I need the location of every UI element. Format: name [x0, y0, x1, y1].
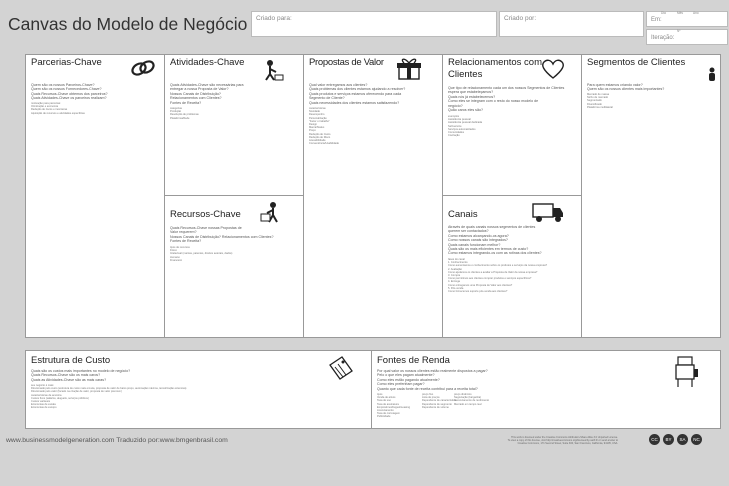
truck-icon — [531, 200, 565, 224]
channels-b3: Como aumentamos o conhecimento sobre os produtos e serviços da nossa empresa? — [448, 264, 548, 268]
worker-icon — [261, 58, 285, 82]
cc-icon[interactable]: CC — [649, 434, 660, 445]
activities-b4: Plataforma/Rede — [170, 116, 190, 120]
key-activities-block[interactable] — [164, 54, 304, 196]
activities-b1: categorias — [170, 107, 182, 110]
revenue-c3-2: Negociação (barganha) — [454, 396, 482, 400]
revenue-c2-3: Dependente de característica — [422, 399, 456, 403]
resources-b4: Humano — [170, 255, 180, 259]
cost-q3: Quais as Atividades-Chave são as mais caras? — [31, 377, 107, 382]
key-partners-block[interactable] — [25, 54, 165, 338]
relationships-b3: Assistência pessoal dedicada — [448, 121, 483, 125]
revenue-q4: Como eles prefeririam pagar? — [377, 382, 425, 387]
customer-relationships-title-line2: Clientes — [448, 69, 483, 80]
cost-structure-block[interactable] — [25, 350, 372, 429]
value-b10: Redução de Risco — [309, 135, 331, 139]
factory-worker-icon — [259, 200, 285, 224]
partners-q1: Quem são os nossos Parceiros-Chave? — [31, 83, 95, 87]
relationships-b4: Self-service — [448, 124, 462, 128]
value-b8: Preço — [309, 129, 316, 133]
created-by-label: Criado por: — [504, 15, 537, 22]
revenue-c1-2: Venda de ativos — [377, 396, 396, 400]
cost-b3: Direcionado pelo valor (focado na criação de valor, proposta de valor premium) — [31, 390, 122, 394]
value-q2: Quais problemas dos clientes estamos ajudando a resolver? — [309, 87, 406, 92]
resources-q2: Valor requerem? — [170, 230, 197, 235]
gift-icon — [396, 57, 422, 81]
money-bag-icon — [672, 355, 700, 389]
activities-b3: Resolução de problemas — [170, 113, 199, 117]
partners-q4: Quais Atividades-Chave os parceiros realizam? — [31, 96, 107, 101]
channels-b8: 4. Entrega — [448, 280, 460, 284]
channels-q4: Como nossos canais são integrados? — [448, 238, 508, 243]
channels-b2: 1. Conhecimento — [448, 261, 468, 265]
revenue-c3-4: Mercado em tempo real — [454, 402, 482, 406]
relationships-q1: Que tipo de relacionamento cada um dos nossos Segmentos de Clientes — [448, 86, 565, 90]
key-resources-block[interactable] — [164, 195, 304, 338]
channels-b4: 2. Avaliação — [448, 267, 462, 271]
date-field[interactable] — [646, 11, 728, 27]
activities-b2: Produção — [170, 110, 182, 114]
customer-segments-block[interactable] — [581, 54, 721, 338]
key-resources-title: Recursos-Chave — [170, 209, 241, 220]
channels-b10: 5. Pós-venda — [448, 286, 464, 290]
channels-q5: Quais canais funcionam melhor? — [448, 242, 501, 247]
channels-b5: Como ajudamos os clientes a avaliar a Proposta de Valor da nossa empresa? — [448, 270, 538, 274]
year-label: Ano — [693, 11, 699, 15]
noncommercial-icon[interactable]: NC — [691, 434, 702, 445]
revenue-streams-block[interactable] — [371, 350, 721, 429]
channels-q1: Através de quais canais nossos segmentos de clientes — [448, 225, 536, 229]
customer-relationships-title — [448, 57, 542, 81]
channels-b1: fases do canal — [448, 258, 465, 261]
partners-b2: Otimização e economia — [31, 105, 59, 109]
relationships-q3: Quais nós já estabelecemos? — [448, 94, 496, 99]
license-line2: To view a copy of this license, visit http://creativecommons.org/licenses/by-sa/3.0/ or send a letter to — [507, 439, 618, 443]
revenue-c1-6: Licenciamento — [377, 409, 394, 413]
link-icon — [130, 58, 156, 78]
revenue-c3-3: Gerenciamento de rendimento — [454, 399, 490, 403]
segments-b1: Mercado de massa — [587, 93, 610, 96]
segments-q2: Quem são os nossos clientes mais importantes? — [587, 87, 665, 92]
value-b4: Personalização — [309, 116, 327, 120]
channels-b11: Como fornecemos suporte pós-venda aos clientes? — [448, 290, 508, 294]
partners-q3: Quais Recursos-Chave obtemos dos parceiros? — [31, 91, 108, 96]
resources-b5: Financeiro — [170, 258, 183, 262]
value-b3: Desempenho — [309, 113, 325, 117]
customer-segments-title: Segmentos de Clientes — [587, 57, 686, 68]
channels-title: Canais — [448, 209, 478, 220]
relationships-q5: negócio? — [448, 103, 463, 108]
revenue-q2: Pelo o que eles pagam atualmente? — [377, 373, 435, 378]
key-activities-title: Atividades-Chave — [170, 57, 245, 68]
relationships-q6: Quão caros eles são? — [448, 108, 483, 113]
page-title: Canvas do Modelo de Negócio — [8, 14, 248, 34]
value-q4: Segmento de Cliente? — [309, 96, 345, 101]
channels-b9: Como entregamos uma Proposta de Valor aos clientes? — [448, 283, 513, 287]
channels-q2: querem ser contactados? — [448, 229, 489, 234]
day-label: Dia — [661, 11, 666, 15]
key-partners-title: Parcerias-Chave — [31, 57, 102, 68]
partners-b3: Redução de riscos e incertezas — [31, 108, 68, 112]
license-line3: Creative Commons, 171 Second Street, Suite 300, San Francisco, California, 94105, USA. — [517, 442, 618, 446]
date-label: Em: — [651, 17, 662, 23]
cost-structure-title: Estrutura de Custo — [31, 355, 111, 366]
activities-q5: Fontes de Receita? — [170, 100, 202, 105]
value-b7: Marca/Status — [309, 126, 325, 130]
value-b5: "Fazer o trabalho" — [309, 119, 330, 123]
resources-q1: Quais Recursos-Chave nossas Propostas de — [170, 226, 242, 230]
revenue-q3: Como eles estão pagando atualmente? — [377, 377, 440, 382]
resources-q4: Fontes de Receita? — [170, 239, 202, 244]
revenue-c2-5: Dependente de volume — [422, 405, 449, 409]
person-icon — [706, 67, 718, 81]
revenue-c1-1: tipos — [377, 393, 383, 396]
relationships-b1: exemplos — [448, 115, 460, 118]
created-for-label: Criado para: — [256, 15, 292, 22]
cost-q1: Quais são os custos mais importantes no modelo de negócio? — [31, 369, 131, 373]
activities-q1: Quais Atividades-Chave são necessárias para — [170, 83, 244, 87]
revenue-c2-1: preço fixo — [422, 393, 434, 396]
channels-q6: Quais são os mais eficientes em termos de custo? — [448, 247, 529, 252]
customer-relationships-title-line1: Relacionamentos com — [448, 57, 542, 68]
resources-b1: tipos de recursos — [170, 246, 190, 249]
revenue-c2-4: Dependente de segmento — [422, 402, 452, 406]
share-alike-icon[interactable]: SA — [677, 434, 688, 445]
value-b1: características — [309, 107, 326, 110]
relationships-b5: Serviços automatizados — [448, 127, 476, 131]
attribution-icon[interactable]: BY — [663, 434, 674, 445]
value-b2: Novidade — [309, 110, 320, 114]
revenue-c1-7: Taxa de corretagem — [377, 412, 400, 416]
activities-q4: Relacionamentos com Clientes? — [170, 96, 222, 101]
month-label: Mês — [677, 11, 684, 15]
value-q5: Quais necessidades dos clientes estamos satisfazendo? — [309, 100, 400, 105]
cost-b4: características de amostra — [31, 393, 62, 397]
iteration-number-label: Nº — [677, 29, 681, 33]
cost-b2: Direcionado pelo custo (estrutura de custo mais enxuta, proposta de valor de baixo preço, automação máxima, terceirização extensiva) — [31, 387, 187, 391]
heart-icon — [541, 58, 565, 80]
resources-b3: Intelectual (marcas, patentes, direitos autorais, dados) — [170, 252, 233, 256]
segments-b4: Diversificado — [587, 102, 602, 106]
segments-b5: Plataforma multilateral — [587, 105, 613, 109]
footer-urls[interactable]: www.businessmodelgeneration.com Traduzido por:www.bmgenbrasil.com — [6, 437, 228, 444]
created-by-field[interactable] — [499, 11, 644, 37]
value-b11: Acessibilidade — [309, 139, 326, 143]
revenue-c2-2: Lista de preços — [422, 396, 440, 400]
revenue-q1: Por qual valor os nossos clientes estão realmente dispostos a pagar? — [377, 369, 488, 373]
cost-b7: Economias de escala — [31, 403, 56, 407]
relationships-q4: Como eles se integram com o resto do nosso modelo de — [448, 99, 539, 104]
segments-b3: Segmentado — [587, 99, 602, 103]
customer-relationships-block[interactable] — [442, 54, 582, 196]
relationships-b6: Comunidades — [448, 131, 465, 135]
iteration-field[interactable] — [646, 29, 728, 45]
activities-q3: Nossos Canais de Distribuição? — [170, 91, 221, 96]
revenue-c1-5: Empréstimo/Aluguel/Leasing — [377, 405, 411, 409]
channels-b6: 3. Compra — [448, 274, 461, 278]
relationships-b7: Cocriação — [448, 134, 460, 138]
relationships-b2: Assistência pessoal — [448, 118, 471, 122]
value-q1: Qual valor entregamos aos clientes? — [309, 83, 368, 87]
license-note — [508, 436, 618, 446]
revenue-streams-title: Fontes de Renda — [377, 355, 450, 366]
channels-q7: Como estamos integrando-os com as rotinas dos clientes? — [448, 251, 542, 256]
cost-q2: Quais Recursos-Chave são os mais caros? — [31, 373, 101, 378]
partners-q2: Quem são os nossos Fornecedores-Chave? — [31, 87, 102, 92]
partners-b4: Aquisição de recursos e atividades específicas — [31, 111, 85, 115]
cost-b6: Custos variáveis — [31, 400, 51, 404]
resources-b2: Físico — [170, 249, 177, 253]
channels-q3: Como estamos alcançando-os agora? — [448, 233, 509, 238]
value-propositions-block[interactable] — [303, 54, 443, 338]
license-line1: This work is licensed under the Creative Commons Attribution-Share Alike 3.0 Unported License. — [511, 436, 618, 439]
value-propositions-title: Propostas de Valor — [309, 57, 384, 68]
activities-q2: entregar a nossa Proposta de Valor? — [170, 87, 229, 92]
price-tag-icon — [326, 355, 354, 381]
segments-b2: Nicho de mercado — [587, 96, 609, 100]
revenue-c1-4: Taxa de assinatura — [377, 402, 399, 406]
created-for-field[interactable] — [251, 11, 497, 37]
partners-b1: motivação para parcerias: — [31, 102, 61, 105]
cost-b8: Economias de escopo — [31, 406, 57, 410]
segments-q1: Para quem estamos criando valor? — [587, 83, 643, 87]
value-b6: Design — [309, 123, 318, 127]
cost-b5: Custos fixos (salários, aluguéis, serviços públicos) — [31, 396, 89, 400]
revenue-c1-3: Taxa de uso — [377, 399, 391, 403]
revenue-c1-8: Publicidade — [377, 415, 391, 419]
resources-q3: Nossos Canais de Distribuição? Relacionamentos com Clientes? — [170, 234, 274, 239]
channels-b7: Como permitimos aos clientes comprar produtos e serviços específicos? — [448, 277, 532, 281]
revenue-c3-1: preço dinâmico — [454, 393, 472, 396]
value-b12: Conveniência/Usabilidade — [309, 142, 339, 146]
iteration-label: Iteração: — [651, 35, 675, 41]
relationships-q2: espera que estabeleçamos? — [448, 90, 494, 95]
revenue-q5: Quanto que cada fonte de receita contribui para a receita total? — [377, 386, 478, 391]
value-b9: Redução de Custo — [309, 132, 331, 136]
channels-block[interactable] — [442, 195, 582, 338]
cost-b1: seu negócio é mais: — [31, 384, 55, 387]
value-q3: Quais produtos e serviços estamos oferecendo para cada — [309, 91, 402, 96]
